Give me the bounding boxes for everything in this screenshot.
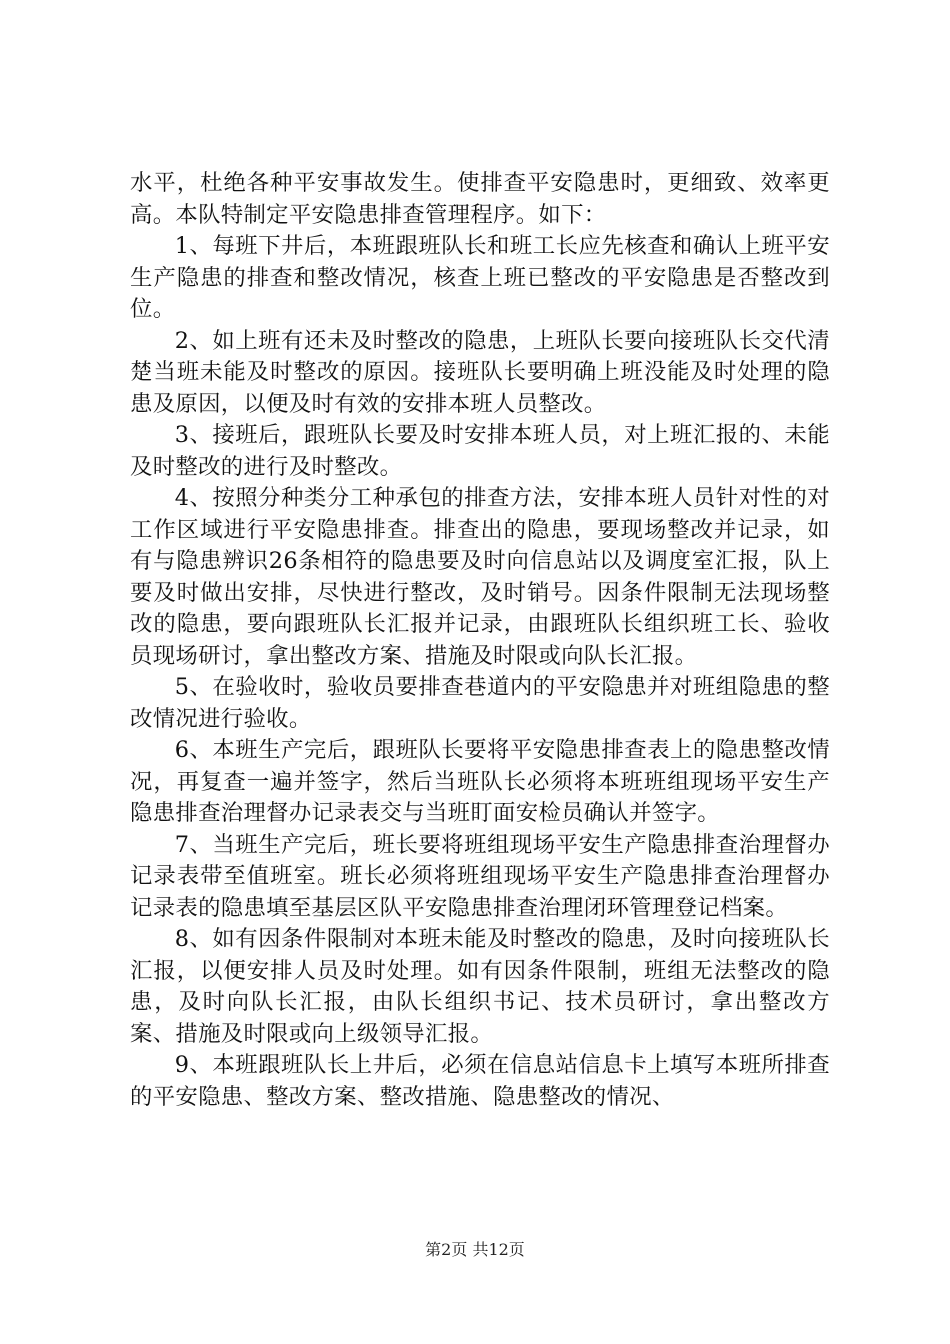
paragraph-item-9: 9、本班跟班队长上井后，必须在信息站信息卡上填写本班所排查的平安隐患、整改方案、整改措施、隐患整改的情况、 <box>130 1052 830 1110</box>
paragraph-item-7: 7、当班生产完后，班长要将班组现场平安生产隐患排查治理督办记录表带至值班室。班长必须将班组现场平安生产隐患排查治理督办记录表的隐患填至基层区队平安隐患排查治理闭环管理登记档案。 <box>130 831 830 921</box>
paragraph-item-4: 4、按照分种类分工种承包的排查方法，安排本班人员针对性的对工作区域进行平安隐患排查。排查出的隐患，要现场整改并记录，如有与隐患辨识26条相符的隐患要及时向信息站以及调度室汇报，队上要及时做出安排，尽快进行整改，及时销号。因条件限制无法现场整改的隐患，要向跟班队长汇报并记录，由跟班队长组织班工长、验收员现场研讨，拿出整改方案、措施及时限或向队长汇报。 <box>130 485 830 669</box>
paragraph-item-3: 3、接班后，跟班队长要及时安排本班人员，对上班汇报的、未能及时整改的进行及时整改。 <box>130 422 830 480</box>
paragraph-intro: 水平，杜绝各种平安事故发生。使排查平安隐患时，更细致、效率更高。本队特制定平安隐患排查管理程序。如下： <box>130 170 830 228</box>
paragraph-item-5: 5、在验收时，验收员要排查巷道内的平安隐患并对班组隐患的整改情况进行验收。 <box>130 674 830 732</box>
paragraph-item-6: 6、本班生产完后，跟班队长要将平安隐患排查表上的隐患整改情况，再复查一遍并签字，然后当班队长必须将本班班组现场平安生产隐患排查治理督办记录表交与当班盯面安检员确认并签字。 <box>130 737 830 826</box>
page-number-footer: 第2页 共12页 <box>425 1240 525 1259</box>
paragraph-item-1: 1、每班下井后，本班跟班队长和班工长应先核查和确认上班平安生产隐患的排查和整改情况，核查上班已整改的平安隐患是否整改到位。 <box>130 233 830 322</box>
document-body <box>130 168 830 1113</box>
paragraph-item-8: 8、如有因条件限制对本班未能及时整改的隐患，及时向接班队长汇报，以便安排人员及时处理。如有因条件限制，班组无法整改的隐患，及时向队长汇报，由队长组织书记、技术员研讨，拿出整改方案、措施及时限或向上级领导汇报。 <box>130 926 830 1047</box>
paragraph-item-2: 2、如上班有还未及时整改的隐患，上班队长要向接班队长交代清楚当班未能及时整改的原因。接班队长要明确上班没能及时处理的隐患及原因，以便及时有效的安排本班人员整改。 <box>130 327 830 417</box>
